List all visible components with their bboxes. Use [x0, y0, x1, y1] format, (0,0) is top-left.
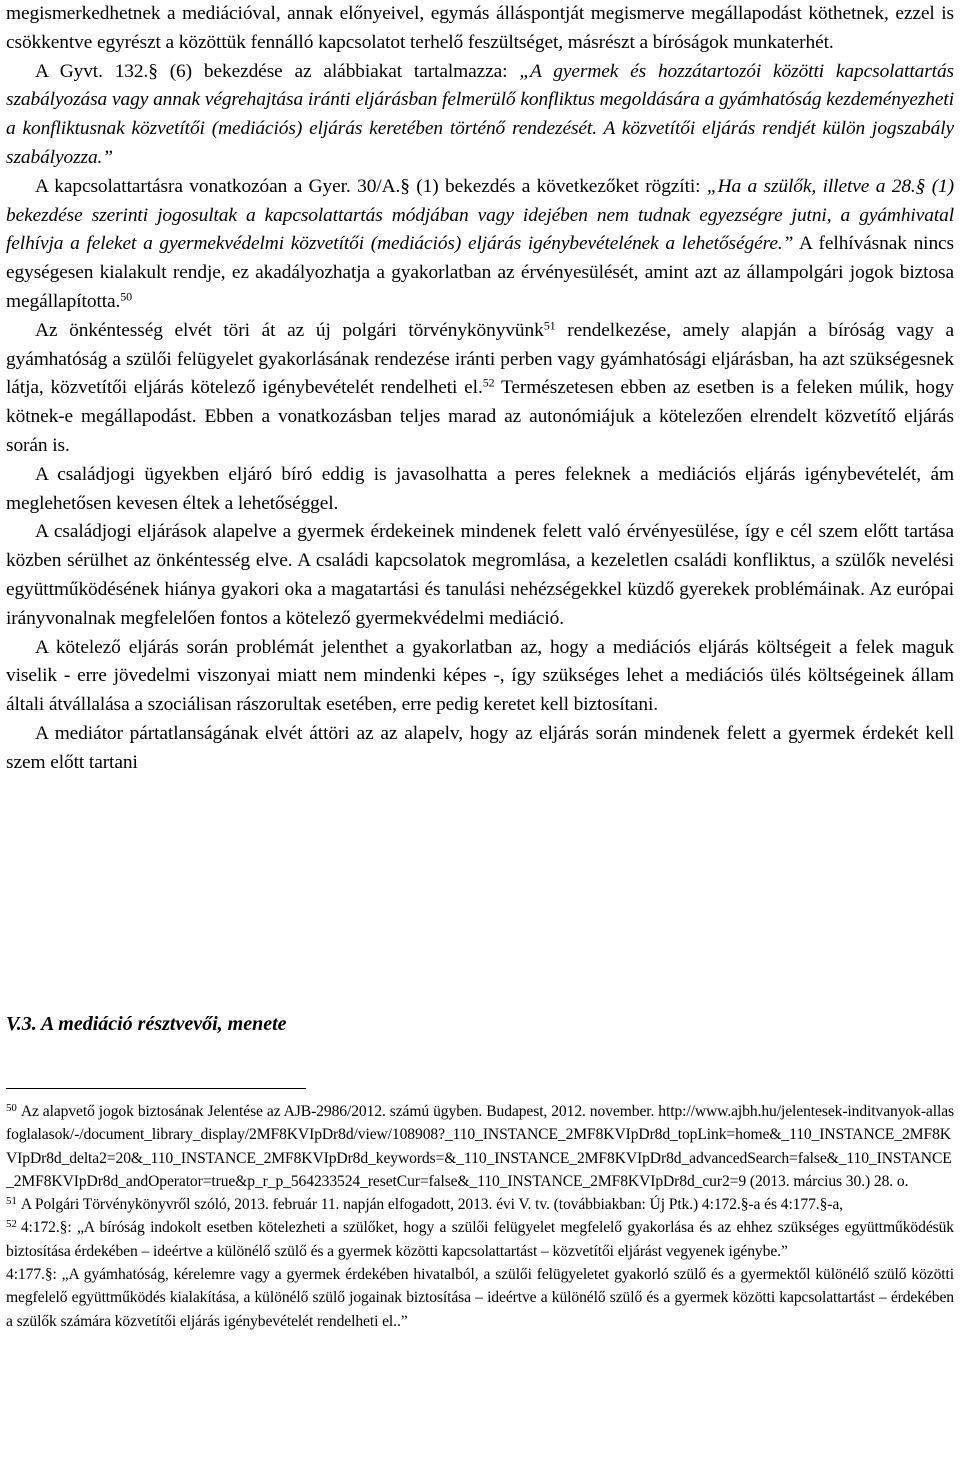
footnote-number: 51: [6, 1194, 17, 1207]
paragraph-4-part-c: Természetesen ebben az esetben is a feleken múlik, hogy kötnek-e megállapodást. Ebben a vonatkozásban teljes marad az autonómiájuk a kötelezően elrendelt közvetítő eljárás során is.: [6, 377, 955, 456]
footnote-text: Az alapvető jogok biztosának Jelentése az AJB-2986/2012. számú ügyben. Budapest, 2012. november. http://www.ajbh.hu/jelentesek-inditvanyok-allasfoglalasok/-/document_library_display/2MF8KVIpDr8d/view/108908?_110_INSTANCE_2MF8KVIpDr8d_topLink=home&_110_INSTANCE_2MF8KVIpDr8d_delta2=20&_110_INSTANCE_2MF8KVIpDr8d_keywords=&_110_INSTANCE_2MF8KVIpDr8d_advancedSearch=false&_110_INSTANCE_2MF8KVIpDr8d_andOperator=true&p_r_p_564233524_resetCur=false&_110_INSTANCE_2MF8KVIpDr8d_cur2=9 (2013. március 30.) 28. o.: [6, 1103, 954, 1190]
footnote-ref-50[interactable]: 50: [120, 289, 133, 304]
footnote-ref-51[interactable]: 51: [543, 318, 556, 333]
paragraph-3: [6, 173, 954, 317]
footnote-ref-52[interactable]: 52: [482, 375, 495, 390]
paragraph-1-text: megismerkedhetnek a mediációval, annak előnyeivel, egymás álláspontját megismerve megállapodást köthetnek, ezzel is csökkentve egyrészt a közöttük fennálló kapcsolatot terhelő feszültséget, másrészt a bíróságok munkaterhét.: [6, 3, 954, 53]
footnote-text: 4:177.§: „A gyámhatóság, kérelemre vagy a gyermek érdekében hivatalból, a szülői felügyeletet gyakorló szülő és a gyermektől különélő szülő közötti megfelelő együttműködés kialakítása, a különélő szülő jogainak biztosítása – ideértve a különélő szülő és a gyermek közötti kapcsolattartást – érdekében a szülők számára közvetítői eljárás igénybevételét rendelheti el..”: [6, 1266, 954, 1330]
footnote-separator: [6, 1088, 306, 1089]
paragraph-8-text: A mediátor pártatlanságának elvét áttöri az az alapelv, hogy az eljárás során mindenek felett a gyermek érdekét kell szem előtt tartani: [6, 722, 954, 773]
paragraph-6: [6, 518, 954, 633]
footnote-52-continued: [6, 1263, 954, 1333]
paragraph-4-part-b: rendelkezése, amely alapján a bíróság vagy a gyámhatóság a szülői felügyelet gyakorlásának rendezése iránti perben vagy gyámhatósági eljárásban, ha azt szükségesnek látja, közvetítői eljárás kötelező igénybevételét rendelheti el.: [6, 319, 954, 399]
paragraph-1: [6, 0, 954, 58]
footnote-51: [6, 1193, 954, 1216]
paragraph-3-lead: A kapcsolattartásra vonatkozóan a Gyer. 30/A.§ (1) bekezdés a következőket rögzíti:: [35, 175, 707, 197]
paragraph-5: [6, 461, 954, 519]
footnote-text: 4:172.§: „A bíróság indokolt esetben kötelezheti a szülőket, hogy a szülői felügyelet megfelelő gyakorlása és az ehhez szükséges együttműködésük biztosítása érdekében – ideértve a különélő szülő és a gyermek közötti kapcsolattartást – közvetítői eljárást vegyenek igénybe.”: [6, 1219, 954, 1260]
paragraph-5-text: A családjogi ügyekben eljáró bíró eddig is javasolhatta a peres feleknek a mediációs eljárás igénybevételét, ám meglehetősen kevesen éltek a lehetőséggel.: [6, 463, 954, 514]
footnote-number: 52: [6, 1217, 17, 1230]
paragraph-3-tail: A felhívásnak nincs egységesen kialakult rendje, ez akadályozhatja a gyakorlatban az érvényesülését, amint azt az állampolgári jogok biztosa megállapította.: [6, 233, 954, 312]
footnote-number: 50: [6, 1101, 17, 1114]
paragraph-7-text: A kötelező eljárás során problémát jelenthet a gyakorlatban az, hogy a mediációs eljárás költségeit a felek maguk viselik - erre jövedelmi viszonyai miatt nem mindenki képes -, így szükséges lehet a mediációs ülés költségeinek állam általi átvállalása a szociálisan rászorultak esetében, erre pedig keretet kell biztosítani.: [6, 636, 954, 716]
paragraph-4-part-a: Az önkéntesség elvét töri át az új polgári törvénykönyvünk: [35, 319, 544, 341]
paragraph-2-quote: „A gyermek és hozzátartozói közötti kapcsolattartás szabályozása vagy annak végrehajtása iránti eljárásban felmerülő konfliktus megoldására a gyámhatóság kezdeményezheti a konfliktusnak közvetítői (mediációs) eljárás keretében történő rendezését. A közvetítői eljárás rendjét külön jogszabály szabályozza.”: [6, 60, 954, 168]
footnote-52: [6, 1216, 954, 1263]
paragraph-4: [6, 317, 954, 461]
footnote-50: [6, 1100, 954, 1193]
paragraph-7: [6, 634, 954, 720]
footnotes: [6, 1100, 954, 1333]
paragraph-2: [6, 58, 954, 173]
section-heading: V.3. A mediáció résztvevői, menete: [6, 1013, 287, 1035]
footnote-text: A Polgári Törvénykönyvről szóló, 2013. február 11. napján elfogadott, 2013. évi V. tv. (továbbiakban: Új Ptk.) 4:172.§-a és 4:177.§-a,: [20, 1196, 843, 1214]
paragraph-8: [6, 720, 954, 778]
paragraph-6-text: A családjogi eljárások alapelve a gyermek érdekeinek mindenek felett való érvényesülése, így e cél szem előtt tartása közben sérülhet az önkéntesség elve. A családi kapcsolatok megromlása, a kezeletlen családi konfliktus, a szülők nevelési együttműködésének hiánya gyakori oka a magatartási és tanulási nehézségekkel küzdő gyerekek problémáinak. Az európai irányvonalnak megfelelően fontos a kötelező gyermekvédelmi mediáció.: [6, 521, 954, 629]
paragraph-2-lead: A Gyvt. 132.§ (6) bekezdése az alábbiakat tartalmazza:: [35, 60, 520, 82]
paragraph-3-quote: „Ha a szülők, illetve a 28.§ (1) bekezdése szerinti jogosultak a kapcsolattartás módjában vagy idejében nem tudnak egyezségre jutni, a gyámhivatal felhívja a feleket a gyermekvédelmi közvetítői (mediációs) eljárás igénybevételének a lehetőségére.”: [6, 175, 955, 255]
body-text: [6, 0, 954, 778]
